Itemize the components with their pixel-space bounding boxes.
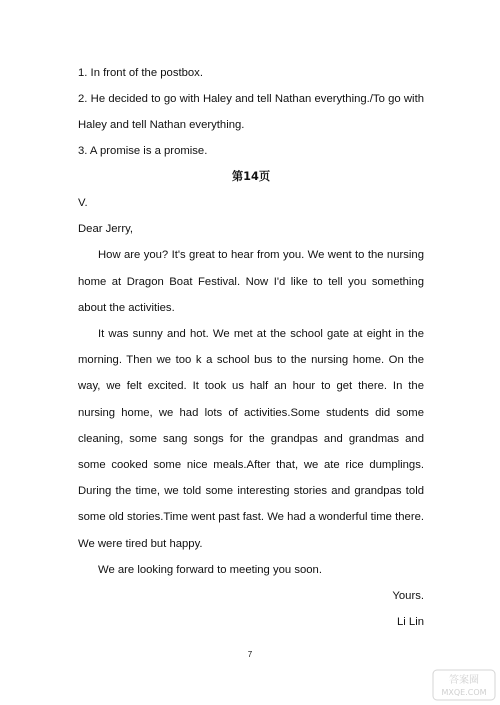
answer-item: 1. In front of the postbox. (78, 67, 203, 79)
letter-salutation: Dear Jerry, (78, 223, 134, 236)
svg-text:答案圈: 答案圈 (449, 675, 479, 686)
page-number: 7 (247, 650, 253, 659)
letter-paragraph: How are you? It's great to hear from you. We went to the nursing home at Dragon Boat Festival. Now I'd like to tell you something about the activities. (78, 249, 424, 314)
letter-closing: Yours. (392, 589, 424, 602)
letter-signature: Li Lin (396, 615, 424, 628)
section-heading: 第14页 (231, 170, 271, 184)
watermark-logo (432, 669, 496, 701)
answer-item: 2. He decided to go with Haley and tell Nathan everything./To go with Haley and tell Nathan everything. (78, 93, 424, 132)
answer-item: 3. A promise is a promise. (78, 145, 208, 158)
page-content (78, 60, 424, 635)
letter-paragraph: It was sunny and hot. We met at the school gate at eight in the morning. Then we too k a school bus to the nursing home. On the way, we felt excited. It took us half an hour to get there. In the nursing home, we had lots of activities.Some students did some cleaning, some sang songs for the grandpas and grandmas and some cooked some nice meals.After that, we ate rice dumplings. During the time, we told some interesting stories and grandpas told some old stories.Time went past fast. We had a wonderful time there. We were tired but happy. (78, 328, 424, 550)
svg-text:MXQE.COM: MXQE.COM (441, 688, 487, 697)
letter-paragraph: We are looking forward to meeting you soon. (98, 563, 322, 576)
section-number: V. (78, 197, 88, 210)
